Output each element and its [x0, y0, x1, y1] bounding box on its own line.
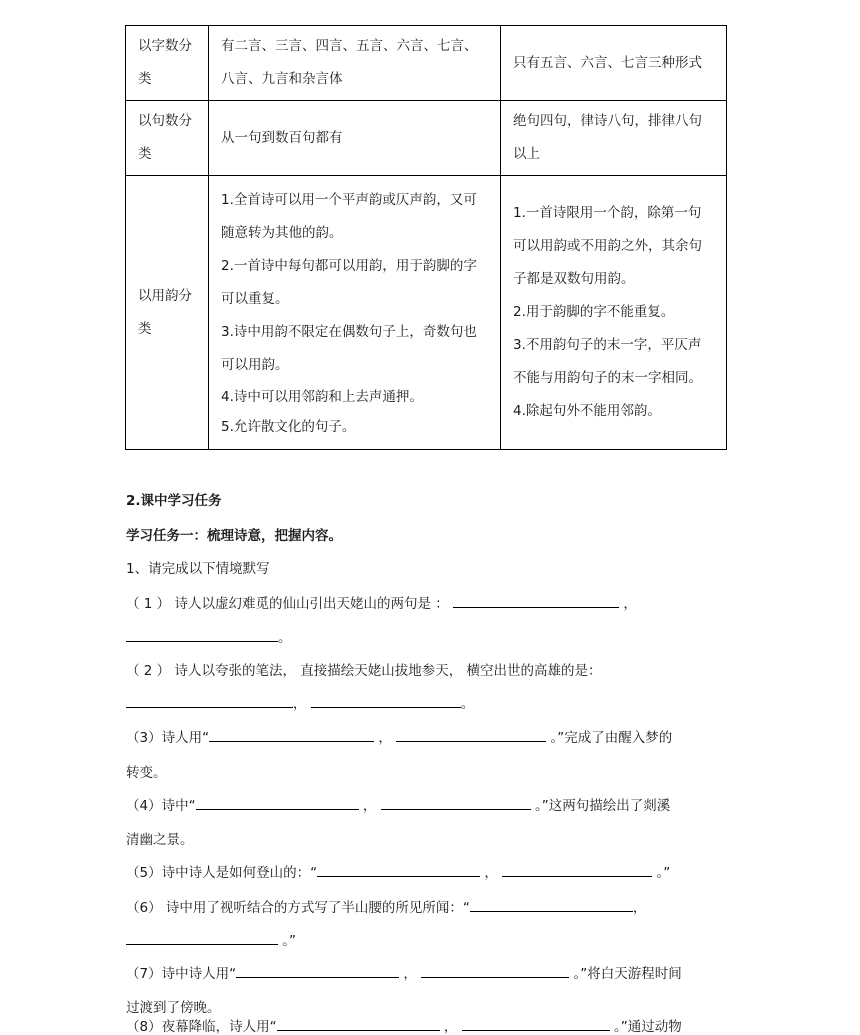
answer-blank[interactable] — [277, 1017, 440, 1031]
ancient-style-cell — [209, 176, 501, 450]
question-text: 。 — [460, 696, 475, 712]
question-text: （ 1 ） 诗人以虚幻难觅的仙山引出天姥山的两句是 ： — [126, 596, 449, 612]
modern-style-cell — [501, 176, 727, 450]
question-intro: 1、请完成以下情境默写 — [126, 561, 270, 577]
question-text: ， — [378, 730, 392, 746]
question-text: 。 — [278, 630, 292, 646]
question-text: （ 2 ） 诗人以夸张的笔法， 直接描绘天姥山拔地参天， 横空出世的高雄的是： — [126, 663, 602, 679]
question-text: ， — [443, 1019, 458, 1035]
list-item: 4.除起句外不能用邻韵。 — [513, 403, 661, 419]
answer-blank[interactable] — [236, 964, 399, 978]
modern-style-cell: 只有五言、六言、七言三种形式 — [501, 26, 727, 101]
question-text: 。” — [278, 933, 297, 949]
question-text: （8）夜幕降临，诗人用“ — [126, 1019, 277, 1035]
question-text: 。”完成了由醒入梦的 — [546, 730, 673, 746]
question-text: ， — [403, 966, 417, 982]
list-item: 2.一首诗中每句都可以用韵，用于韵脚的字可以重复。 — [221, 257, 477, 307]
question-text: ， — [484, 865, 498, 881]
table-row — [126, 26, 727, 101]
answer-blank[interactable] — [317, 863, 480, 877]
list-item: 5.允许散文化的句子。 — [221, 418, 356, 435]
question-text: （6） 诗中用了视听结合的方式写了半山腰的所见所闻：“ — [126, 900, 470, 916]
question-3 — [126, 726, 726, 746]
list-item: 4.诗中可以用邻韵和上去声通押。 — [221, 388, 423, 405]
question-text: ， — [293, 696, 307, 712]
question-6-cont — [126, 929, 726, 949]
question-6 — [126, 896, 726, 916]
row-label: 以句数分类 — [126, 101, 209, 176]
question-7-cont: 过渡到了傍晚。 — [126, 1000, 221, 1016]
answer-blank[interactable] — [470, 898, 633, 912]
question-text: 。” — [652, 865, 671, 881]
answer-blank[interactable] — [453, 594, 619, 608]
ancient-style-cell: 有二言、三言、四言、五言、六言、七言、八言、九言和杂言体 — [209, 26, 501, 101]
list-item: 1.一首诗限用一个韵，除第一句可以用韵或不用韵之外，其余句子都是双数句用韵。 — [513, 205, 702, 287]
question-text: 。”将白天游程时间 — [569, 966, 682, 982]
question-text: （3）诗人用“ — [126, 730, 210, 746]
question-7 — [126, 962, 726, 982]
question-8 — [126, 1015, 726, 1035]
question-text: ， — [632, 900, 647, 916]
answer-blank[interactable] — [126, 694, 293, 708]
answer-blank[interactable] — [396, 728, 546, 742]
question-3-cont: 转变。 — [126, 765, 167, 781]
task-title: 学习任务一：梳理诗意，把握内容。 — [126, 528, 342, 544]
question-text: 。”通过动物 — [609, 1019, 682, 1035]
question-text: （4）诗中“ — [126, 798, 196, 814]
list-item: 3.不用韵句子的末一字，平仄声不能与用韵句子的末一字相同。 — [513, 337, 702, 386]
answer-blank[interactable] — [196, 796, 359, 810]
table-row — [126, 101, 727, 176]
answer-blank[interactable] — [421, 964, 569, 978]
question-5 — [126, 861, 726, 881]
question-1-cont — [126, 626, 726, 646]
question-4 — [126, 794, 726, 814]
answer-blank[interactable] — [502, 863, 652, 877]
table-row — [126, 176, 727, 450]
list-item: 2.用于韵脚的字不能重复。 — [513, 304, 675, 320]
comparison-table — [125, 25, 727, 450]
question-2 — [126, 659, 726, 679]
answer-blank[interactable] — [126, 931, 278, 945]
list-item: 3.诗中用韵不限定在偶数句子上，奇数句也可以用韵。 — [221, 323, 477, 373]
question-text: ， — [362, 798, 377, 814]
answer-blank[interactable] — [126, 628, 278, 642]
question-4-cont: 清幽之景。 — [126, 832, 194, 848]
question-text: ， — [623, 596, 637, 612]
question-text: （5）诗中诗人是如何登山的：“ — [126, 865, 318, 881]
question-2-cont — [126, 692, 726, 712]
answer-blank[interactable] — [381, 796, 531, 810]
question-text: 。”这两句描绘出了剡溪 — [530, 798, 671, 814]
modern-style-cell: 绝句四句，律诗八句，排律八句以上 — [501, 101, 727, 176]
question-text: （7）诗中诗人用“ — [126, 966, 237, 982]
row-label: 以用韵分类 — [126, 176, 209, 450]
section-heading: 2.课中学习任务 — [126, 493, 222, 509]
answer-blank[interactable] — [311, 694, 461, 708]
question-1 — [126, 592, 726, 612]
ancient-style-cell: 从一句到数百句都有 — [209, 101, 501, 176]
answer-blank[interactable] — [462, 1017, 610, 1031]
answer-blank[interactable] — [209, 728, 374, 742]
row-label: 以字数分类 — [126, 26, 209, 101]
list-item: 1.全首诗可以用一个平声韵或仄声韵，又可随意转为其他的韵。 — [221, 191, 477, 241]
